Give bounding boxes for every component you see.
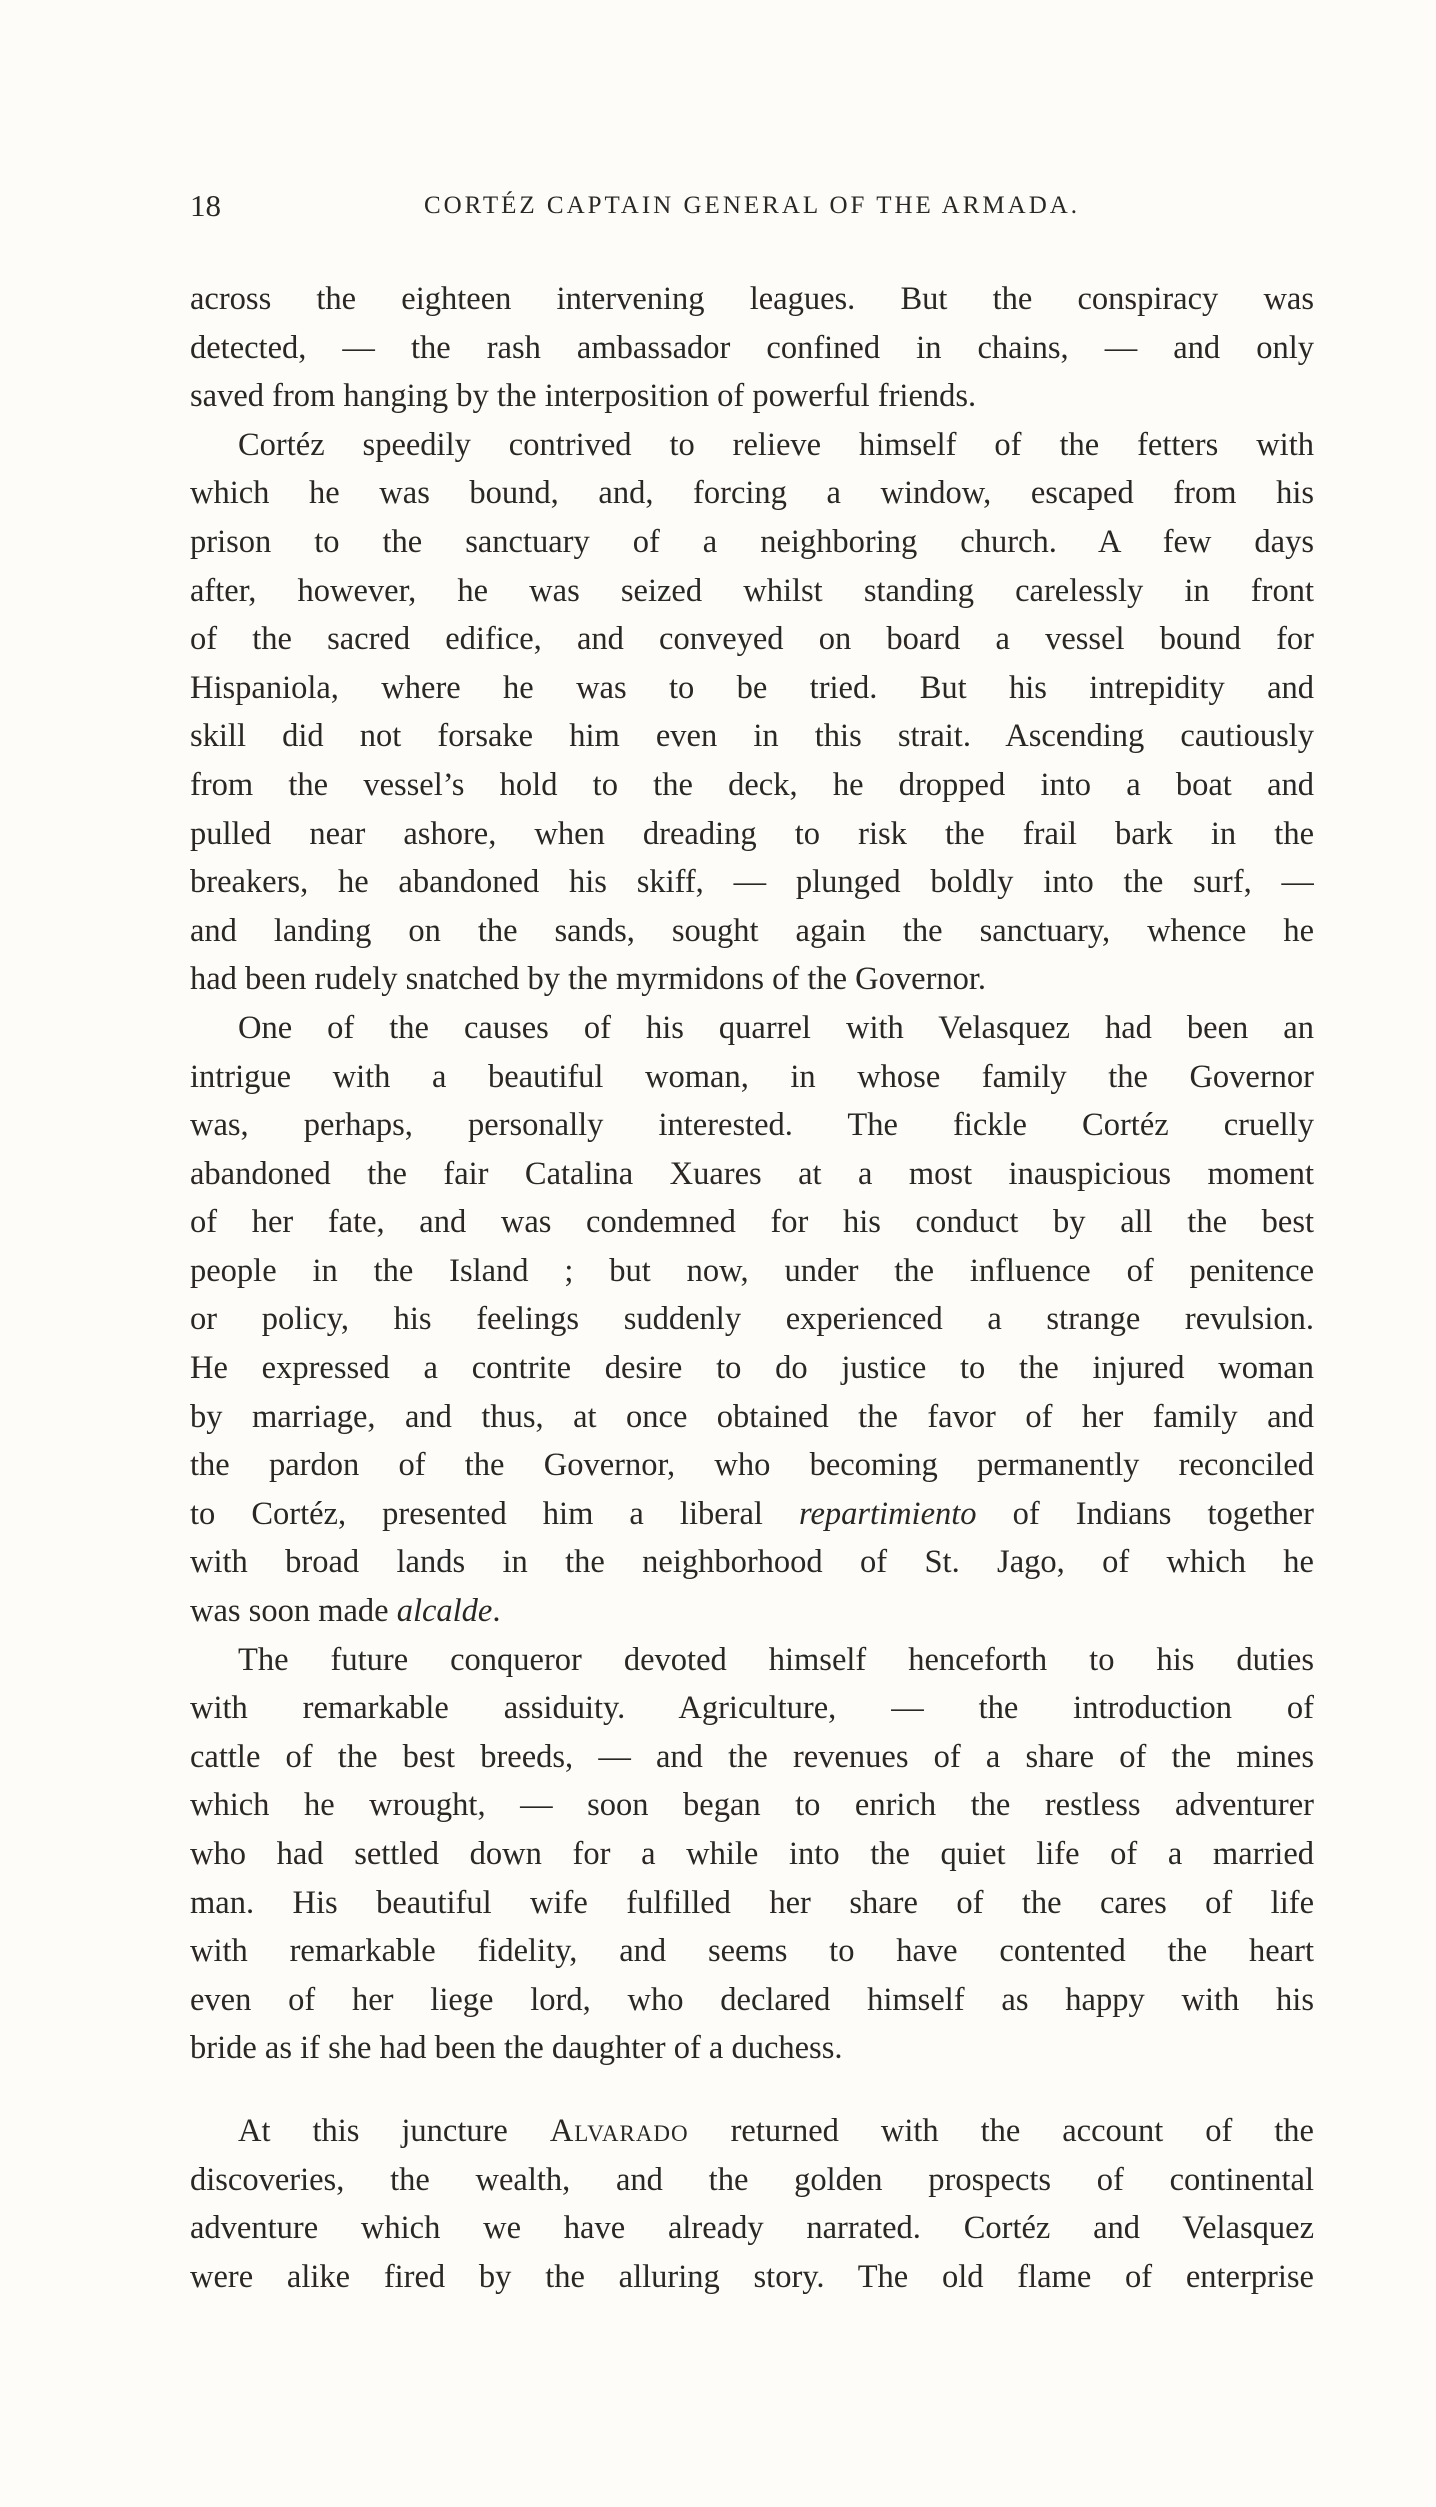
text-line [190, 1295, 1314, 1344]
line-text: Hispaniola, where he was to be tried. But his intrepidity and [190, 669, 1314, 706]
line-text: with remarkable assiduity. Agriculture, — the introduction of [190, 1690, 1314, 1727]
text-line [190, 1393, 1314, 1442]
text-line [190, 469, 1314, 518]
text-line [190, 1150, 1314, 1199]
line-text: the pardon of the Governor, who becoming permanently reconciled [190, 1447, 1314, 1484]
text-line [190, 1101, 1314, 1150]
text-line [190, 1004, 1314, 1053]
line-text: of Indians together [976, 1495, 1314, 1532]
line-text: skill did not forsake him even in this strait. Ascending cautiously [190, 718, 1314, 755]
line-text: was soon made [190, 1593, 397, 1630]
italic-term: repartimiento [799, 1495, 977, 1532]
text-line [190, 2107, 1314, 2156]
line-text: At this juncture [238, 2112, 550, 2149]
line-text: The future conqueror devoted himself henceforth to his duties [238, 1641, 1314, 1678]
line-text: by marriage, and thus, at once obtained the favor of her family and [190, 1398, 1314, 1435]
text-line [190, 615, 1314, 664]
text-line [190, 1636, 1314, 1685]
text-line [190, 1053, 1314, 1102]
text-line [190, 810, 1314, 859]
text-line [190, 761, 1314, 810]
paragraph-gap [190, 2073, 1314, 2107]
line-text: discoveries, the wealth, and the golden prospects of continental [190, 2161, 1314, 2198]
line-text: even of her liege lord, who declared himself as happy with his [190, 1981, 1314, 2018]
text-line [190, 1247, 1314, 1296]
text-line [190, 372, 1314, 421]
line-text: cattle of the best breeds, — and the revenues of a share of the mines [190, 1738, 1314, 1775]
line-text: to Cortéz, presented him a liberal [190, 1495, 800, 1532]
line-text: had been rudely snatched by the myrmidons of the Governor. [190, 961, 987, 998]
small-caps-name: Alvarado [549, 2112, 689, 2149]
line-text: Cortéz speedily contrived to relieve himself of the fetters with [238, 426, 1314, 463]
text-line [190, 1344, 1314, 1393]
text-line [190, 324, 1314, 373]
line-text: of the sacred edifice, and conveyed on board a vessel bound for [190, 621, 1314, 658]
line-text: people in the Island ; but now, under the influence of penitence [190, 1252, 1314, 1289]
text-line [190, 1879, 1314, 1928]
text-line [190, 858, 1314, 907]
line-text: pulled near ashore, when dreading to risk the frail bark in the [190, 815, 1314, 852]
text-line [190, 2204, 1314, 2253]
line-text: after, however, he was seized whilst standing carelessly in front [190, 572, 1314, 609]
line-text: bride as if she had been the daughter of a duchess. [190, 2030, 843, 2067]
text-line [190, 1830, 1314, 1879]
text-line [190, 664, 1314, 713]
text-line [190, 567, 1314, 616]
text-line [190, 1781, 1314, 1830]
line-text: who had settled down for a while into the quiet life of a married [190, 1836, 1314, 1872]
line-text: . [492, 1593, 501, 1630]
line-text: were alike fired by the alluring story. The old flame of enterprise [190, 2258, 1314, 2295]
text-line [190, 1684, 1314, 1733]
text-line [190, 1733, 1314, 1782]
line-text: detected, — the rash ambassador confined in chains, — and only [190, 329, 1314, 366]
text-line [190, 712, 1314, 761]
text-line [190, 1538, 1314, 1587]
text-line [190, 1976, 1314, 2025]
running-title: CORTÉZ CAPTAIN GENERAL OF THE ARMADA. [423, 192, 1081, 219]
line-text: saved from hanging by the interposition of powerful friends. [190, 378, 977, 415]
line-text: which he was bound, and, forcing a window, escaped from his [190, 475, 1314, 512]
line-text: and landing on the sands, sought again the sanctuary, whence he [190, 912, 1314, 949]
line-text: was, perhaps, personally interested. The fickle Cortéz cruelly [190, 1107, 1314, 1144]
text-line [190, 1587, 1314, 1636]
text-line [190, 2253, 1314, 2302]
line-text: He expressed a contrite desire to do justice to the injured woman [190, 1350, 1314, 1387]
page-number: 18 [190, 188, 221, 223]
text-line [190, 1927, 1314, 1976]
line-text: with remarkable fidelity, and seems to have contented the heart [190, 1933, 1314, 1970]
line-text: adventure which we have already narrated. Cortéz and Velasquez [190, 2210, 1314, 2247]
line-text: intrigue with a beautiful woman, in whose family the Governor [190, 1058, 1314, 1095]
line-text: man. His beautiful wife fulfilled her share of the cares of life [190, 1884, 1314, 1921]
line-text: breakers, he abandoned his skiff, — plunged boldly into the surf, — [190, 864, 1314, 901]
body-text [190, 275, 1314, 2301]
text-line [190, 275, 1314, 324]
line-text: across the eighteen intervening leagues. But the conspiracy was [190, 281, 1314, 317]
line-text: of her fate, and was condemned for his conduct by all the best [190, 1204, 1314, 1241]
line-text: abandoned the fair Catalina Xuares at a most inauspicious moment [190, 1155, 1314, 1192]
text-line [190, 1441, 1314, 1490]
line-text: with broad lands in the neighborhood of St. Jago, of which he [190, 1544, 1314, 1581]
line-text: which he wrought, — soon began to enrich the restless adventurer [190, 1787, 1314, 1824]
line-text: returned with the account of the [688, 2112, 1314, 2149]
line-text: from the vessel’s hold to the deck, he dropped into a boat and [190, 766, 1314, 803]
text-line [190, 518, 1314, 567]
italic-term: alcalde [396, 1593, 493, 1630]
text-line [190, 1490, 1314, 1539]
text-line [190, 421, 1314, 470]
line-text: prison to the sanctuary of a neighboring church. A few days [190, 523, 1314, 560]
text-line [190, 2156, 1314, 2205]
text-line [190, 2024, 1314, 2073]
text-line [190, 1198, 1314, 1247]
page-header [190, 186, 1314, 226]
text-line [190, 907, 1314, 956]
line-text: or policy, his feelings suddenly experienced a strange revulsion. [190, 1301, 1314, 1338]
line-text: One of the causes of his quarrel with Velasquez had been an [238, 1009, 1314, 1046]
text-line [190, 955, 1314, 1004]
